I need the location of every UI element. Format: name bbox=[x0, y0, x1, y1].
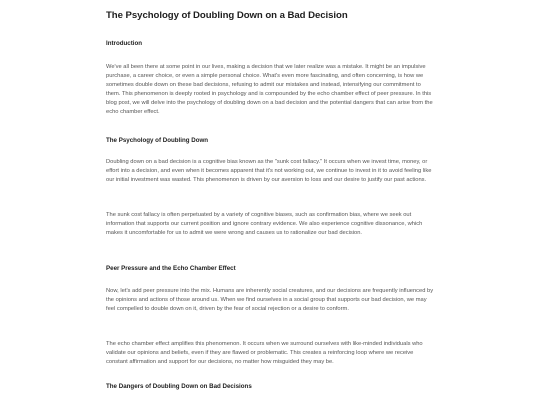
psychology-paragraph-1: Doubling down on a bad decision is a cognitive bias known as the "sunk cost fallacy." It occurs when we invest time, money, or effort into a decision, and even when it becomes apparent that it's not working out, we continue to invest in it to avoid feeling like our initial investment was wasted. This phenomenon is driven by our aversion to loss and our desire to justify our past actions. bbox=[106, 158, 432, 183]
section-heading-dangers: The Dangers of Doubling Down on Bad Decisions bbox=[106, 383, 252, 390]
section-heading-psychology: The Psychology of Doubling Down bbox=[106, 137, 209, 144]
peer-pressure-paragraph-2: The echo chamber effect amplifies this phenomenon. It occurs when we surround ourselves with like-minded individuals who validate our opinions and beliefs, even if they are flawed or problematic. This creates a reinforcing loop where we receive constant affirmation and support for our decisions, no matter how misguided they may be. bbox=[106, 340, 423, 365]
psychology-paragraph-2: The sunk cost fallacy is often perpetuated by a variety of cognitive biases, such as confirmation bias, where we seek out information that supports our current position and ignore contrary evidence. We also experience cognitive dissonance, which makes it uncomfortable for us to admit we were wrong and causes us to rationalize our bad decision. bbox=[106, 211, 423, 236]
peer-pressure-paragraph-1: Now, let's add peer pressure into the mix. Humans are inherently social creatures, and our decisions are frequently influenced by the opinions and actions of those around us. When we find ourselves in a social group that supports our bad decision, we may feel compelled to double down on it, driven by the fear of social rejection or a desire to conform. bbox=[106, 287, 434, 312]
section-heading-peer-pressure: Peer Pressure and the Echo Chamber Effect bbox=[106, 265, 236, 272]
section-heading-introduction: Introduction bbox=[106, 40, 143, 47]
introduction-paragraph: We've all been there at some point in our lives, making a decision that we later realize was a mistake. It might be an impulsive purchase, a career choice, or even a simple personal choice. What's even more fascinating, and often concerning, is how we sometimes double down on these bad decisions, refusing to admit our mistakes and instead, intensifying our commitment to them. This phenomenon is deeply rooted in psychology and is compounded by the echo chamber effect of peer pressure. In this blog post, we will delve into the psychology of doubling down on a bad decision and the potential dangers that can arise from the echo chamber effect. bbox=[106, 63, 433, 115]
article-title: The Psychology of Doubling Down on a Bad Decision bbox=[106, 10, 348, 21]
